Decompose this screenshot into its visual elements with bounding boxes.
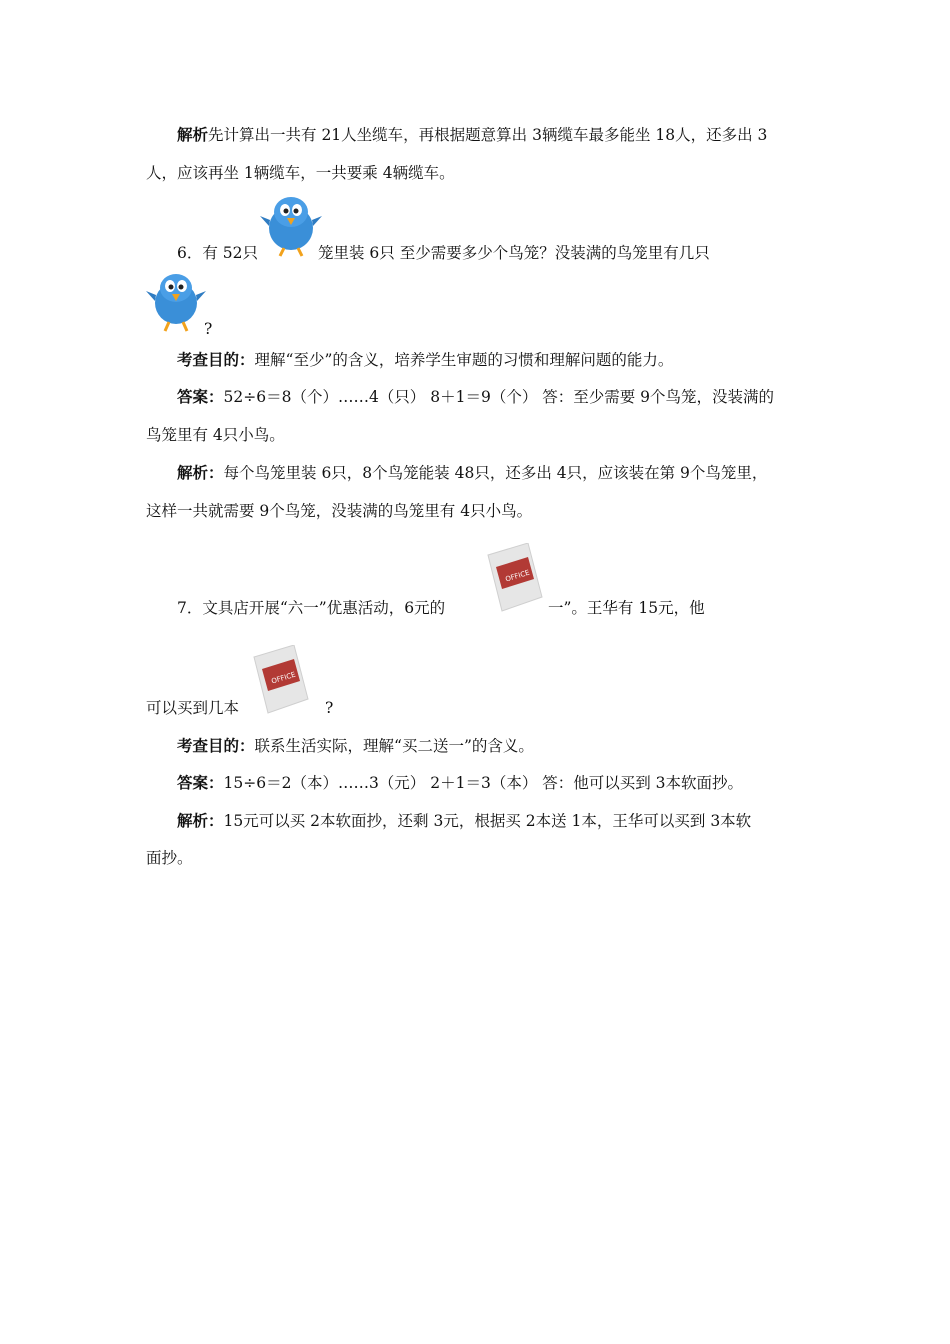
q7-line1-b: 一”。王华有 15元，他 [548,599,705,617]
q6-analysis-line2: 这样一共就需要 9个鸟笼，没装满的鸟笼里有 4只小鸟。 [146,502,533,520]
q7-goal [177,736,534,756]
q6-analysis-text1: 每个鸟笼里装 6只，8个鸟笼能装 48只，还多出 4只，应该装在第 9个鸟笼里， [223,464,768,482]
q7-line1-a: 7．文具店开展“六一”优惠活动，6元的 [177,599,446,617]
q7-answer-text: 15÷6＝2（本）……3（元） 2＋1＝3（本） 答：他可以买到 3本软面抄。 [223,774,744,792]
q6-line2-end: ? [204,320,213,338]
q7-answer-label: 答案： [177,774,224,792]
q6-answer-text1: 52÷6＝8（个）……4（只） 8＋1＝9（个） 答：至少需要 9个鸟笼，没装满的 [223,388,775,406]
p5-analysis-label: 解析 [177,126,209,144]
q7-analysis-line2: 面抄。 [146,849,193,867]
q7-goal-text: 联系生活实际，理解“买二送一”的含义。 [254,737,534,755]
bird-icon [145,267,207,333]
q6-answer-line2: 鸟笼里有 4只小鸟。 [146,426,285,444]
bird-icon [258,190,324,258]
q7-analysis-label: 解析： [177,812,224,830]
q7-line2-end: ? [325,699,334,717]
q7-line2-a: 可以买到几本 [146,699,240,717]
notebook-image [484,543,546,613]
q7-analysis-line1 [177,811,751,831]
notebook-cover-text: OFFICE [270,670,297,686]
q6-goal-text: 理解“至少”的含义，培养学生审题的习惯和理解问题的能力。 [254,351,674,369]
q6-answer-label: 答案： [177,388,224,406]
q6-line1-b: 笼里装 6只 至少需要多少个鸟笼？没装满的鸟笼里有几只 [318,244,710,262]
q6-answer-line1 [177,387,774,407]
p5-analysis-text1: 先计算出一共有 21人坐缆车，再根据题意算出 3辆缆车最多能坐 18人，还多出 3 [208,126,768,144]
q6-goal [177,350,673,370]
notebook-cover-text: OFFICE [504,568,531,584]
q6-line1-a: 6．有 52只 [177,244,259,262]
q6-analysis-label: 解析： [177,464,224,482]
p5-analysis-line2: 人，应该再坐 1辆缆车，一共要乘 4辆缆车。 [146,164,455,182]
q6-goal-label: 考查目的： [177,351,255,369]
q6-analysis-line1 [177,463,767,483]
notebook-image [250,645,312,715]
p5-analysis-line1 [177,125,767,145]
q7-goal-label: 考查目的： [177,737,255,755]
q7-answer [177,773,743,793]
q7-analysis-text1: 15元可以买 2本软面抄，还剩 3元，根据买 2本送 1本，王华可以买到 3本软 [223,812,752,830]
